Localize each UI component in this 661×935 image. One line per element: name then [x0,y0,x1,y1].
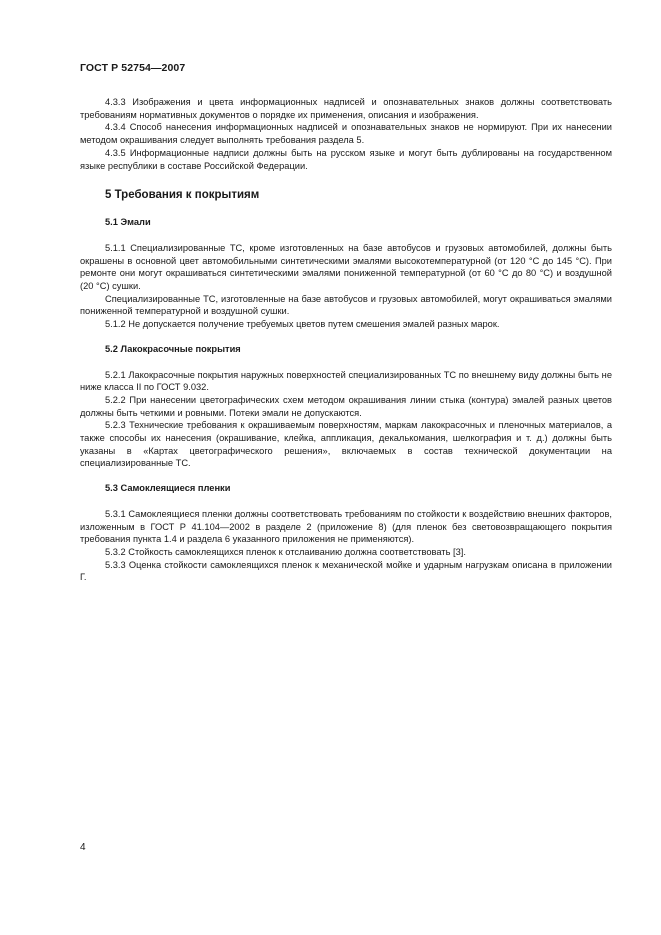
page-number: 4 [80,842,86,853]
paragraph-5-1-1-continued: Специализированные ТС, изготовленные на базе автобусов и грузовых автомобилей, могут окрашиваться эмалями пониженной температурной и воздушной сушки. [80,293,612,317]
paragraph-5-1-1: 5.1.1 Специализированные ТС, кроме изготовленных на базе автобусов и грузовых автомобилей, должны быть окрашены в основной цвет автомобильными синтетическими эмалями высокотемпературной (от 120 °С до 145 °С). При ремонте они могут окрашиваться синтетическими эмалями пониженной температурной (от 60 °С до 80 °С) и воздушной (20 °С) сушки. [80,242,612,292]
paragraph-4-3-5: 4.3.5 Информационные надписи должны быть на русском языке и могут быть дублированы на государственном языке республики в составе Российской Федерации. [80,147,612,171]
section-5-heading: 5 Требования к покрытиям [105,189,260,202]
paragraph-5-2-1: 5.2.1 Лакокрасочные покрытия наружных поверхностей специализированных ТС по внешнему виду должны быть не ниже класса II по ГОСТ 9.032. [80,369,612,393]
page-content [80,96,612,584]
paragraph-5-3-2: 5.3.2 Стойкость самоклеящихся пленок к отслаиванию должна соответствовать [3]. [105,546,466,557]
subsection-5-2-heading: 5.2 Лакокрасочные покрытия [105,343,241,354]
paragraph-4-3-3: 4.3.3 Изображения и цвета информационных надписей и опознавательных знаков должны соответствовать требованиям нормативных документов о порядке их применения, описания и изображения. [80,97,612,120]
document-code-header: ГОСТ Р 52754—2007 [80,62,186,74]
subsection-5-1-heading: 5.1 Эмали [105,217,151,228]
paragraph-5-2-2: 5.2.2 При нанесении цветографических схем методом окрашивания линии стыка (контура) эмалей разных цветов должны быть четкими и ровными. Потеки эмали не допускаются. [80,394,612,418]
paragraph-5-1-2: 5.1.2 Не допускается получение требуемых цветов путем смешения эмалей разных марок. [105,319,500,330]
paragraph-4-3-4: 4.3.4 Способ нанесения информационных надписей и опознавательных знаков не нормируют. При их нанесении методом окрашивания следует выполнять требования раздела 5. [80,122,612,146]
paragraph-5-3-1: 5.3.1 Самоклеящиеся пленки должны соответствовать требованиям по стойкости к воздействию внешних факторов, изложенным в ГОСТ Р 41.104—2002 в разделе 2 (приложение 8) (для пленок без световозвращающего покрытия требования пункта 1.4 и раздела 6 указанного приложения не применяются). [80,508,612,545]
paragraph-5-2-3: 5.2.3 Технические требования к окрашиваемым поверхностям, маркам лакокрасочных и пленочных материалов, а также способы их нанесения (окрашивание, клейка, аппликация, декалькомания, шелкография и т. д.) должны быть указаны в «Картах цветографического решения», включаемых в состав технической документации на специализированные ТС. [80,420,612,469]
paragraph-5-3-3: 5.3.3 Оценка стойкости самоклеящихся пленок к механической мойке и ударным нагрузкам описана в приложении Г. [80,559,612,583]
subsection-5-3-heading: 5.3 Самоклеящиеся пленки [105,483,231,494]
